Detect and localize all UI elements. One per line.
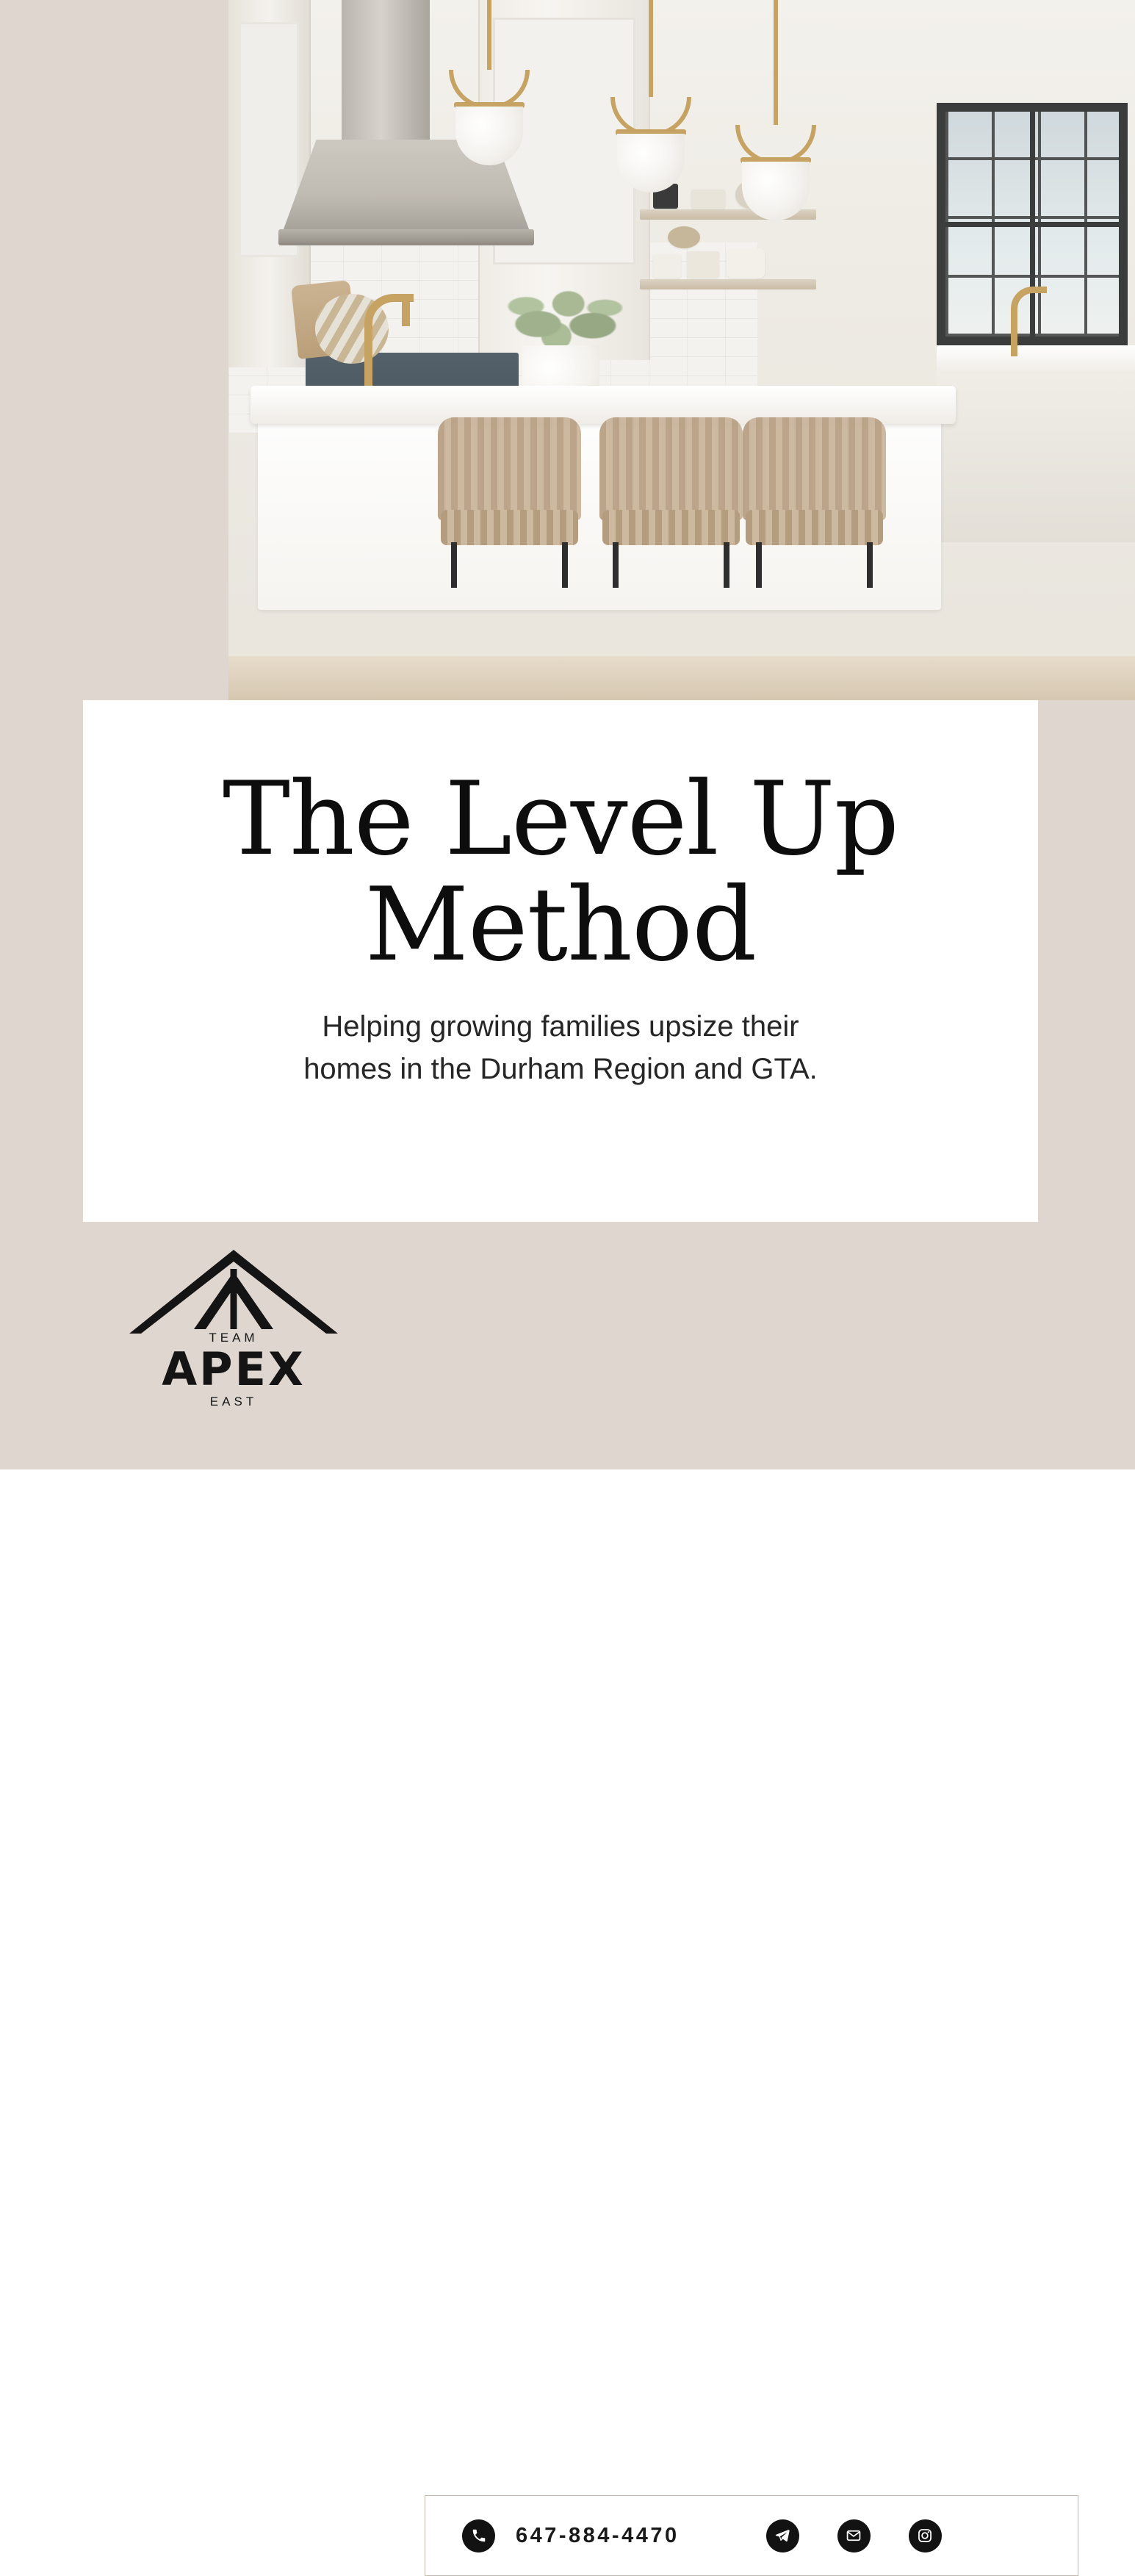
island-faucet-spout: [402, 294, 410, 326]
open-shelf-lower: [640, 279, 816, 289]
email-icon[interactable]: [837, 2519, 871, 2552]
shelf-decor-cup-b: [687, 251, 719, 278]
footer: [0, 1222, 1135, 2547]
phone-icon: [462, 2519, 495, 2552]
bar-stool-2: [599, 417, 743, 586]
logo-team-label: TEAM: [209, 1331, 259, 1345]
roof-truss-icon: [123, 1244, 344, 1339]
title-card: [83, 700, 1038, 1222]
logo-brand-label: APEX: [162, 1342, 306, 1396]
page-subtitle-line-1: Helping growing families upsize their: [322, 1010, 799, 1043]
shelf-decor-board: [668, 226, 700, 248]
phone-contact[interactable]: [462, 2519, 680, 2552]
kitchen-floor: [228, 656, 1135, 700]
phone-number: 647-884-4470: [516, 2523, 680, 2547]
hero-image: [228, 0, 1135, 700]
page-subtitle-line-2: homes in the Durham Region and GTA.: [303, 1053, 818, 1086]
shelf-decor-bowls: [727, 248, 765, 278]
telegram-icon[interactable]: [766, 2519, 799, 2552]
page-subtitle: [208, 1005, 913, 1090]
social-links: [766, 2519, 942, 2552]
page-title-line-1: The Level Up: [222, 760, 899, 878]
right-cabinet: [937, 373, 1135, 542]
kitchen-photo: [228, 0, 1135, 700]
shelf-decor-cup-a: [653, 254, 681, 278]
bar-stool-1: [438, 417, 581, 586]
sink-faucet: [1011, 287, 1047, 356]
contact-bar: [425, 2495, 1078, 2576]
instagram-icon[interactable]: [909, 2519, 942, 2552]
brand-logo[interactable]: [123, 1244, 344, 1428]
plant-greenery: [502, 276, 623, 356]
logo-region-label: EAST: [209, 1395, 258, 1408]
page-title-line-2: Method: [364, 865, 757, 984]
bar-stool-3: [743, 417, 886, 586]
page-title: [83, 700, 1038, 984]
shelf-decor-bowl: [691, 190, 725, 209]
